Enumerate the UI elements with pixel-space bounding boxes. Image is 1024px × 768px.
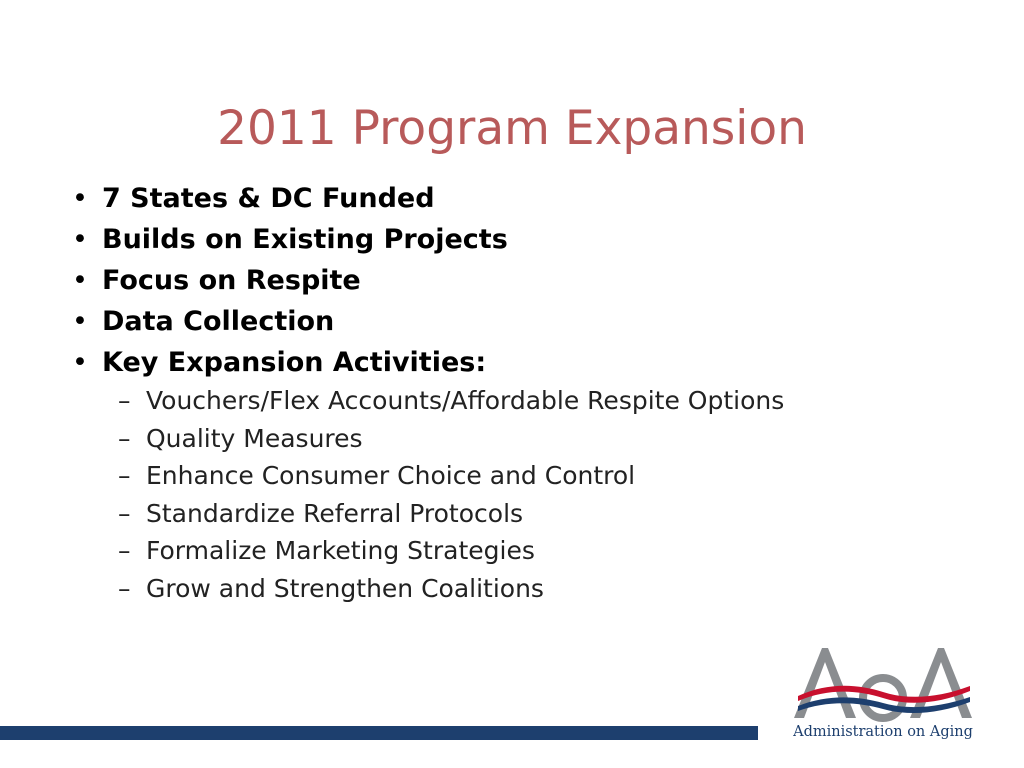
bullet-item <box>72 178 508 219</box>
sub-bullet-marker: – <box>118 498 131 528</box>
sub-bullet-text: Quality Measures <box>146 423 363 453</box>
slide-title: 2011 Program Expansion <box>217 101 807 157</box>
sub-bullet-item <box>118 420 784 458</box>
sub-bullet-list <box>118 382 784 608</box>
bullet-list <box>72 178 508 383</box>
sub-bullet-text: Vouchers/Flex Accounts/Affordable Respite Options <box>146 386 785 415</box>
bullet-item <box>72 260 508 301</box>
sub-bullet-text: Formalize Marketing Strategies <box>146 536 535 566</box>
bullet-text: Builds on Existing Projects <box>102 224 508 255</box>
bullet-marker: • <box>72 347 88 378</box>
bullet-text: Focus on Respite <box>102 265 361 296</box>
footer-bar <box>0 726 758 740</box>
sub-bullet-marker: – <box>118 536 131 566</box>
bullet-item <box>72 301 508 342</box>
sub-bullet-text: Grow and Strengthen Coalitions <box>146 573 544 603</box>
bullet-text: Key Expansion Activities: <box>102 347 487 378</box>
sub-bullet-marker: – <box>118 461 131 491</box>
bullet-item <box>72 342 508 383</box>
sub-bullet-text: Standardize Referral Protocols <box>146 498 524 528</box>
sub-bullet-marker: – <box>118 423 131 453</box>
sub-bullet-item <box>118 495 784 533</box>
sub-bullet-item <box>118 382 784 420</box>
sub-bullet-marker: – <box>118 386 131 415</box>
sub-bullet-item <box>118 457 784 495</box>
bullet-text: 7 States & DC Funded <box>102 183 435 214</box>
sub-bullet-text: Enhance Consumer Choice and Control <box>146 461 636 491</box>
bullet-item <box>72 219 508 260</box>
sub-bullet-item <box>118 570 784 608</box>
bullet-text: Data Collection <box>102 306 335 337</box>
bullet-marker: • <box>72 183 88 214</box>
sub-bullet-marker: – <box>118 573 131 603</box>
logo-blue-swoosh <box>798 697 970 713</box>
sub-bullet-item <box>118 532 784 570</box>
bullet-marker: • <box>72 265 88 296</box>
logo-caption: Administration on Aging <box>793 724 973 740</box>
bullet-marker: • <box>72 224 88 255</box>
bullet-marker: • <box>72 306 88 337</box>
